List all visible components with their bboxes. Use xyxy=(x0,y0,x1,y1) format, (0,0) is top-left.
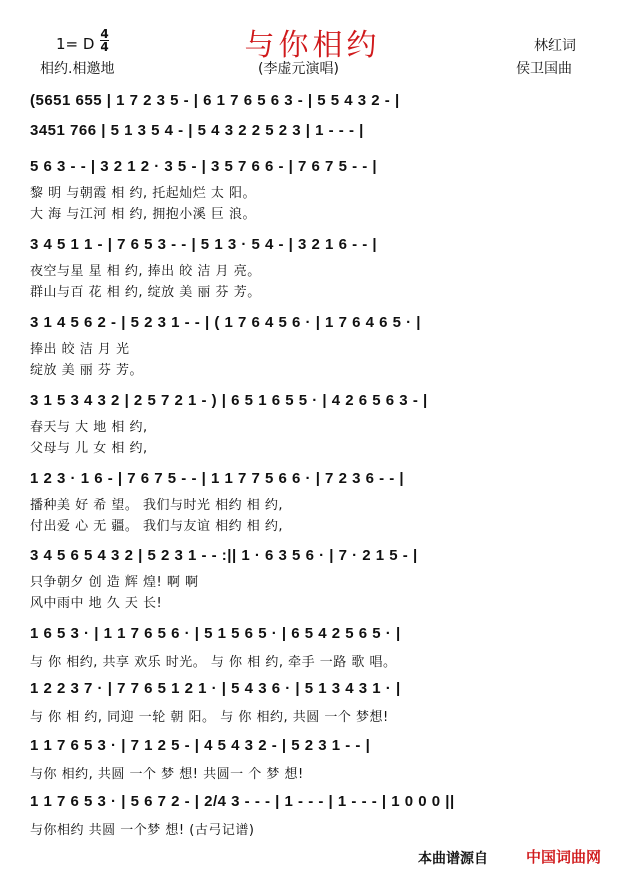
line-8 xyxy=(30,547,595,611)
notation-line: 1 1 7 6 5 3 · | 7 1 2 5 - | 4 5 4 3 2 - | 5 2 3 1 - - | xyxy=(30,737,371,754)
composer-credit: 侯卫国曲 xyxy=(516,61,572,77)
time-signature xyxy=(100,28,109,53)
lyric-verse-1: 播种美 好 希 望。 我们与时光 相约 相 约, xyxy=(30,498,284,513)
lyric-verse-1: 只争朝夕 创 造 辉 煌! 啊 啊 xyxy=(30,575,199,590)
lyric-verse-1: 与 你 相 约, 同迎 一轮 朝 阳。 与 你 相约, 共圆 一个 梦想! xyxy=(30,710,389,725)
notation-line: 3 1 4 5 6 2 - | 5 2 3 1 - - | ( 1 7 6 4 5 6 · | 1 7 6 4 6 5 · | xyxy=(30,314,421,331)
lyric-verse-1: 黎 明 与朝霞 相 约, 托起灿烂 太 阳。 xyxy=(30,186,257,201)
notation-line: 3 4 5 6 5 4 3 2 | 5 2 3 1 - - :|| 1 · 6 3 5 6 · | 7 · 2 1 5 - | xyxy=(30,547,418,564)
notation-line: 3 1 5 3 4 3 2 | 2 5 7 2 1 - ) | 6 5 1 6 5 5 · | 4 2 6 5 6 3 - | xyxy=(30,392,428,409)
lyric-verse-1: 与你相约 共圆 一个梦 想! (古弓记谱) xyxy=(30,823,255,838)
line-4 xyxy=(30,236,595,300)
line-2 xyxy=(30,122,595,142)
notation-line: (5651 655 | 1 7 2 3 5 - | 6 1 7 6 5 6 3 - | 5 5 4 3 2 - | xyxy=(30,92,400,109)
singer-credit: (李虚元演唱) xyxy=(258,61,339,77)
notation-line: 1 1 7 6 5 3 · | 5 6 7 2 - | 2/4 3 - - - | 1 - - - | 1 - - - | 1 0 0 0 || xyxy=(30,793,455,810)
notation-line: 1 2 3 · 1 6 - | 7 6 7 5 - - | 1 1 7 7 5 6 6 · | 7 2 3 6 - - | xyxy=(30,470,405,487)
lyric-verse-1: 夜空与星 星 相 约, 捧出 皎 洁 月 亮。 xyxy=(30,264,261,279)
line-1 xyxy=(30,92,595,112)
lyric-verse-2: 绽放 美 丽 芬 芳。 xyxy=(30,363,144,378)
page-title: 与你相约 xyxy=(244,28,381,63)
line-6 xyxy=(30,392,595,456)
time-signature-top: 4 xyxy=(100,27,109,41)
lyric-verse-1: 捧出 皎 洁 月 光 xyxy=(30,342,130,357)
source-label: 本曲谱源自 xyxy=(418,851,488,867)
lyric-verse-1: 与 你 相约, 共享 欢乐 时光。 与 你 相 约, 牵手 一路 歌 唱。 xyxy=(30,655,397,670)
line-11 xyxy=(30,737,595,782)
line-5 xyxy=(30,314,595,378)
lyric-verse-1: 与你 相约, 共圆 一个 梦 想! 共圆一 个 梦 想! xyxy=(30,767,304,782)
lyric-verse-2: 父母与 儿 女 相 约, xyxy=(30,441,148,456)
lyric-verse-1: 春天与 大 地 相 约, xyxy=(30,420,148,435)
lyric-verse-2: 大 海 与江河 相 约, 拥抱小溪 巨 浪。 xyxy=(30,207,257,222)
line-10 xyxy=(30,680,595,725)
notation-line: 1 2 2 3 7 · | 7 7 6 5 1 2 1 · | 5 4 3 6 · | 5 1 3 4 3 1 · | xyxy=(30,680,401,697)
notation-line: 3 4 5 1 1 - | 7 6 5 3 - - | 5 1 3 · 5 4 - | 3 2 1 6 - - | xyxy=(30,236,378,253)
line-9 xyxy=(30,625,595,670)
notation-line: 5 6 3 - - | 3 2 1 2 · 3 5 - | 3 5 7 6 6 - | 7 6 7 5 - - | xyxy=(30,158,378,175)
line-12 xyxy=(30,793,595,838)
lyric-verse-2: 付出爱 心 无 疆。 我们与友谊 相约 相 约, xyxy=(30,519,284,534)
tempo-marking: 相约.相邀地 xyxy=(40,61,115,77)
lyric-verse-2: 群山与百 花 相 约, 绽放 美 丽 芬 芳。 xyxy=(30,285,261,300)
lyricist-credit: 林红词 xyxy=(534,38,576,54)
time-signature-bottom: 4 xyxy=(100,40,109,54)
line-3 xyxy=(30,158,595,222)
key-signature: 1= D xyxy=(56,35,95,53)
lyric-verse-2: 风中雨中 地 久 天 长! xyxy=(30,596,163,611)
notation-line: 3451 766 | 5 1 3 5 4 - | 5 4 3 2 2 5 2 3 | 1 - - - | xyxy=(30,122,364,139)
site-link[interactable]: 中国词曲网 xyxy=(526,848,602,866)
line-7 xyxy=(30,470,595,534)
notation-line: 1 6 5 3 · | 1 1 7 6 5 6 · | 5 1 5 6 5 · | 6 5 4 2 5 6 5 · | xyxy=(30,625,401,642)
